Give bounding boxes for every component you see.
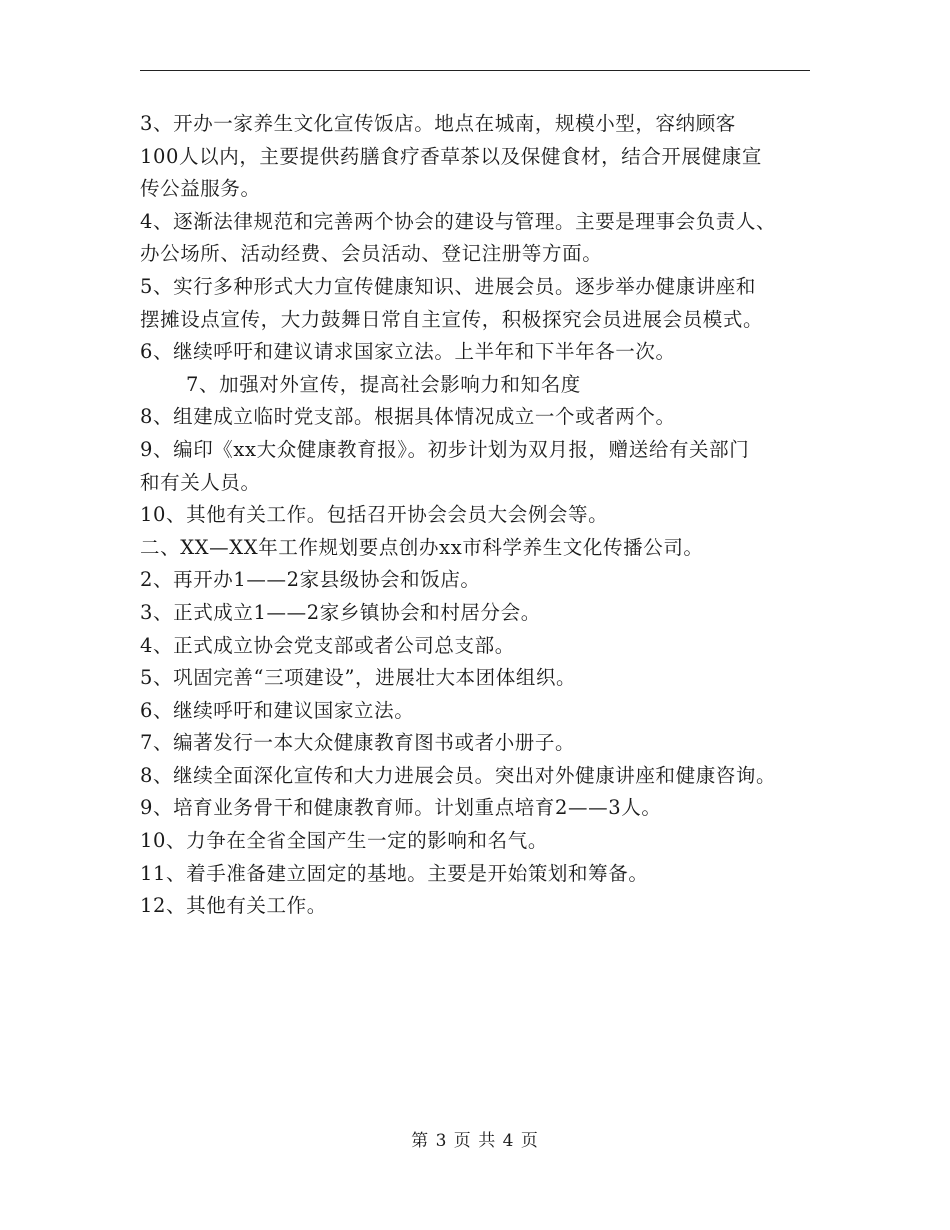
text-line: 9、培育业务骨干和健康教育师。计划重点培育2——3人。 [140, 796, 662, 820]
text-line: 和有关人员。 [140, 470, 261, 494]
header-rule [140, 70, 810, 71]
text-line: 8、继续全面深化宣传和大力进展会员。突出对外健康讲座和健康咨询。 [140, 763, 777, 787]
text-line: 100人以内，主要提供药膳食疗香草茶以及保健食材，结合开展健康宣 [140, 144, 762, 168]
text-line: 10、力争在全省全国产生一定的影响和名气。 [140, 829, 548, 853]
document-body [140, 108, 820, 923]
text-line: 7、编著发行一本大众健康教育图书或者小册子。 [140, 731, 576, 755]
text-line: 4、正式成立协会党支部或者公司总支部。 [140, 633, 515, 657]
text-line: 摆摊设点宣传，大力鼓舞日常自主宣传，积极探究会员进展会员模式。 [140, 307, 764, 331]
page-number-footer: 第 3 页 共 4 页 [411, 1131, 539, 1151]
text-line: 12、其他有关工作。 [140, 894, 327, 918]
text-line: 传公益服务。 [140, 177, 261, 201]
text-line: 11、着手准备建立固定的基地。主要是开始策划和筹备。 [140, 861, 649, 885]
text-line: 4、逐渐法律规范和完善两个协会的建设与管理。主要是理事会负责人、 [140, 209, 777, 233]
text-line: 5、巩固完善“三项建设”，进展壮大本团体组织。 [140, 666, 577, 690]
text-line: 9、编印《xx大众健康教育报》。初步计划为双月报，赠送给有关部门 [140, 437, 750, 461]
text-line: 6、继续呼吁和建议国家立法。 [140, 698, 415, 722]
text-line: 二、XX—XX年工作规划要点创办xx市科学养生文化传播公司。 [140, 535, 704, 559]
text-line: 10、其他有关工作。包括召开协会会员大会例会等。 [140, 503, 609, 527]
text-line: 6、继续呼吁和建议请求国家立法。上半年和下半年各一次。 [140, 340, 676, 364]
text-line: 7、加强对外宣传，提高社会影响力和知名度 [186, 372, 581, 396]
text-line: 3、开办一家养生文化宣传饭店。地点在城南，规模小型，容纳顾客 [140, 112, 736, 135]
text-line: 办公场所、活动经费、会员活动、登记注册等方面。 [140, 242, 603, 266]
text-line: 8、组建成立临时党支部。根据具体情况成立一个或者两个。 [140, 405, 676, 429]
text-line: 5、实行多种形式大力宣传健康知识、进展会员。逐步举办健康讲座和 [140, 274, 757, 298]
text-line: 2、再开办1——2家县级协会和饭店。 [140, 568, 481, 592]
text-line: 3、正式成立1——2家乡镇协会和村居分会。 [140, 600, 541, 624]
